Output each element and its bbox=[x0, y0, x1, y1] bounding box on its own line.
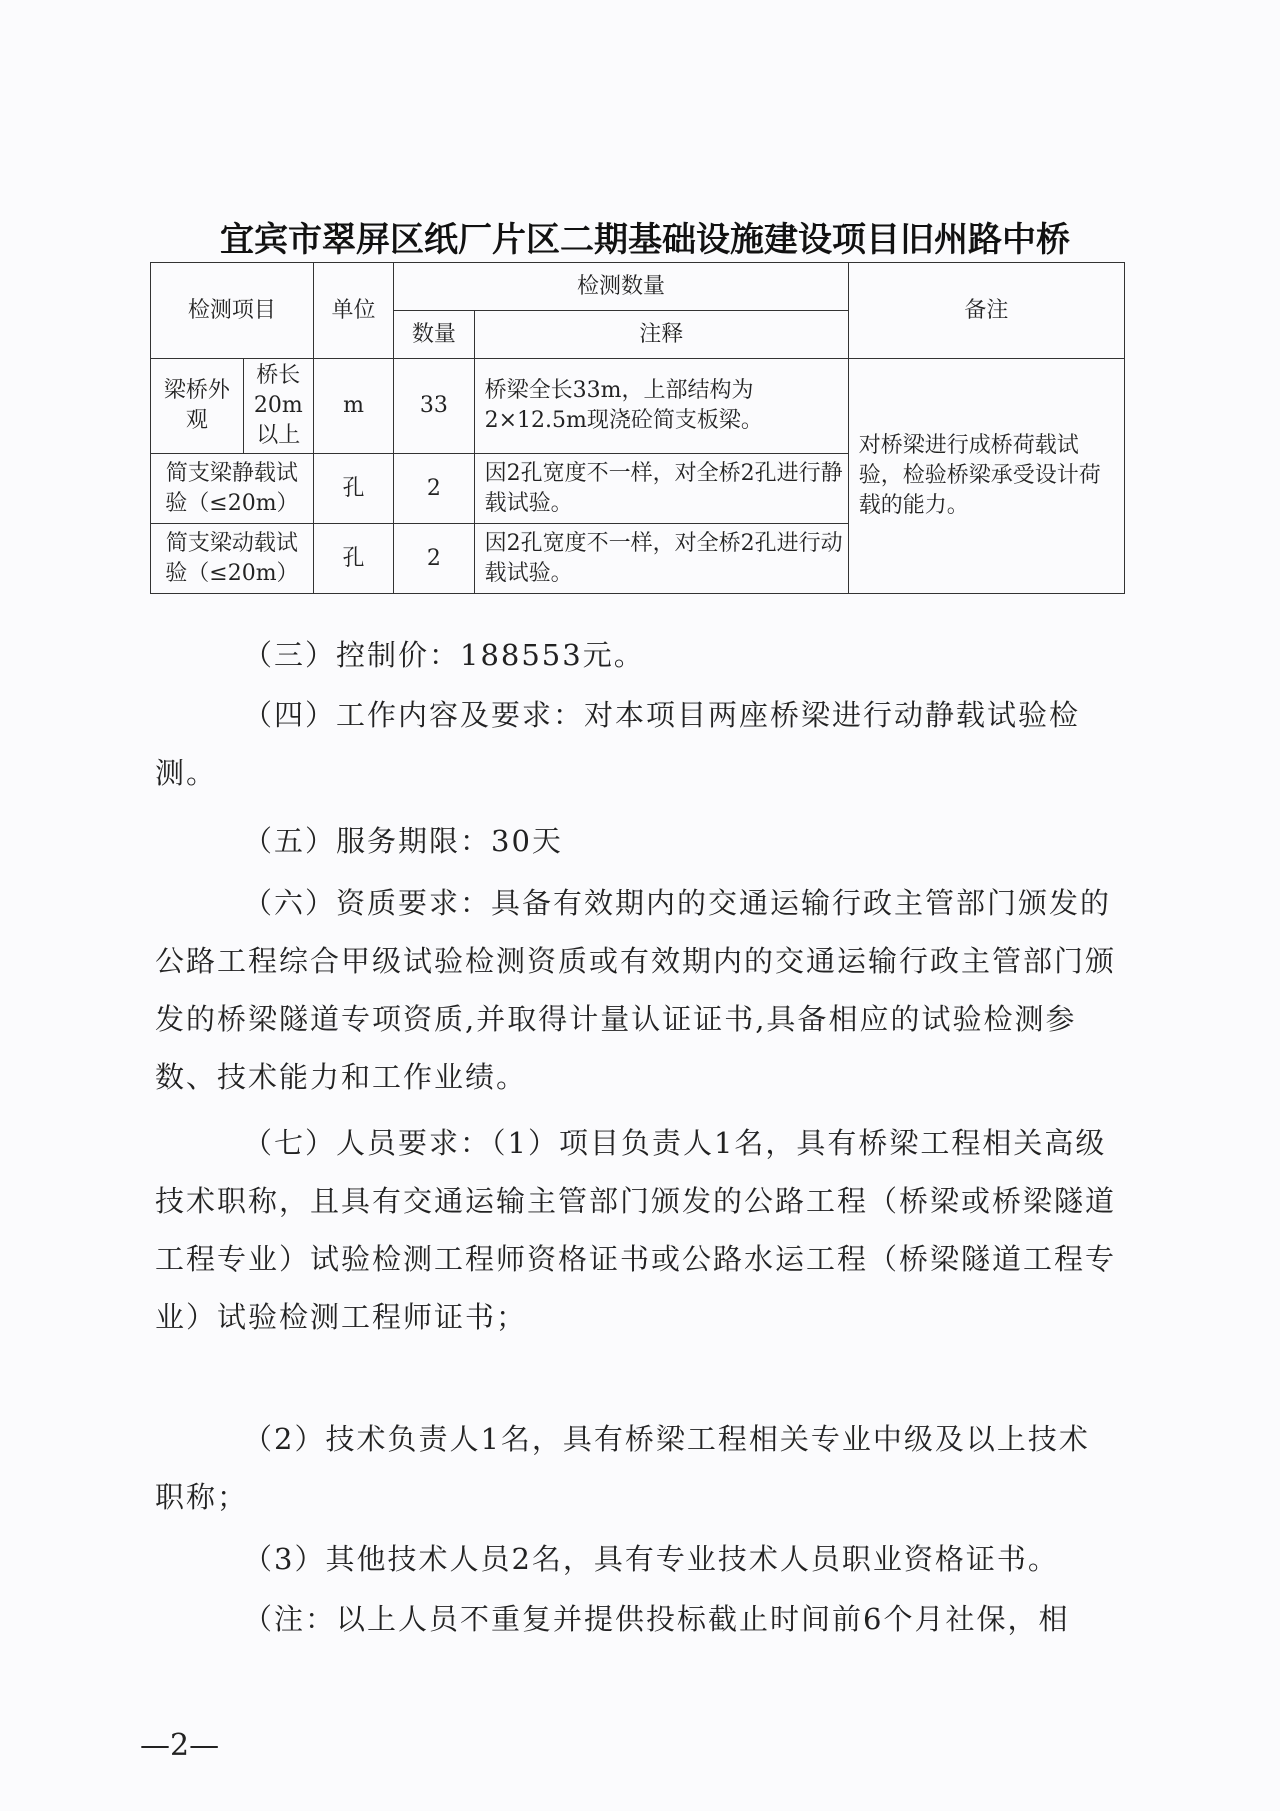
cell-unit: m bbox=[313, 359, 393, 454]
paragraph-control-price: （三）控制价：188553元。 bbox=[243, 638, 645, 672]
paragraph-personnel: （七）人员要求：（1）项目负责人1名，具有桥梁工程相关高级技术职称，且具有交通运输主管部门颁发的公路工程（桥梁或桥梁隧道工程专业）试验检测工程师资格证书或公路水运工程（桥梁隧道工程专业）试验检测工程师证书； bbox=[155, 1126, 1117, 1334]
cell-quantity: 33 bbox=[394, 359, 474, 454]
inspection-table bbox=[150, 262, 1125, 594]
paragraph-service-period: （五）服务期限：30天 bbox=[243, 824, 563, 858]
header-remark: 备注 bbox=[848, 263, 1124, 359]
paragraph-work-content: （四）工作内容及要求：对本项目两座桥梁进行动静载试验检测。 bbox=[155, 698, 1081, 790]
cell-unit: 孔 bbox=[313, 454, 393, 524]
header-quantity-group: 检测数量 bbox=[394, 263, 849, 311]
cell-item: 简支梁静载试验（≤20m） bbox=[151, 454, 314, 524]
cell-item-a: 梁桥外观 bbox=[151, 359, 244, 454]
cell-explanation: 桥梁全长33m，上部结构为2×12.5m现浇砼简支板梁。 bbox=[474, 359, 848, 454]
cell-remark: 对桥梁进行成桥荷载试验，检验桥梁承受设计荷载的能力。 bbox=[848, 359, 1124, 594]
cell-explanation: 因2孔宽度不一样，对全桥2孔进行动载试验。 bbox=[474, 524, 848, 594]
cell-unit: 孔 bbox=[313, 524, 393, 594]
cell-explanation: 因2孔宽度不一样，对全桥2孔进行静载试验。 bbox=[474, 454, 848, 524]
header-item: 检测项目 bbox=[151, 263, 314, 359]
paragraph-note: （注：以上人员不重复并提供投标截止时间前6个月社保，相 bbox=[243, 1602, 1070, 1636]
document-title: 宜宾市翠屏区纸厂片区二期基础设施建设项目旧州路中桥 bbox=[220, 220, 1070, 260]
cell-quantity: 2 bbox=[394, 524, 474, 594]
cell-item: 简支梁动载试验（≤20m） bbox=[151, 524, 314, 594]
table-row bbox=[151, 359, 1125, 454]
paragraph-technical-lead: （2）技术负责人1名，具有桥梁工程相关专业中级及以上技术职称； bbox=[155, 1422, 1090, 1514]
page-number: —2— bbox=[140, 1728, 220, 1763]
paragraph-other-staff: （3）其他技术人员2名，具有专业技术人员职业资格证书。 bbox=[243, 1542, 1059, 1576]
header-explanation: 注释 bbox=[474, 311, 848, 359]
header-unit: 单位 bbox=[313, 263, 393, 359]
header-quantity: 数量 bbox=[394, 311, 474, 359]
cell-quantity: 2 bbox=[394, 454, 474, 524]
paragraph-qualification: （六）资质要求：具备有效期内的交通运输行政主管部门颁发的公路工程综合甲级试验检测资质或有效期内的交通运输行政主管部门颁发的桥梁隧道专项资质,并取得计量认证证书,具备相应的试验检测参数、技术能力和工作业绩。 bbox=[155, 886, 1117, 1094]
cell-item-b: 桥长20m以上 bbox=[243, 359, 313, 454]
